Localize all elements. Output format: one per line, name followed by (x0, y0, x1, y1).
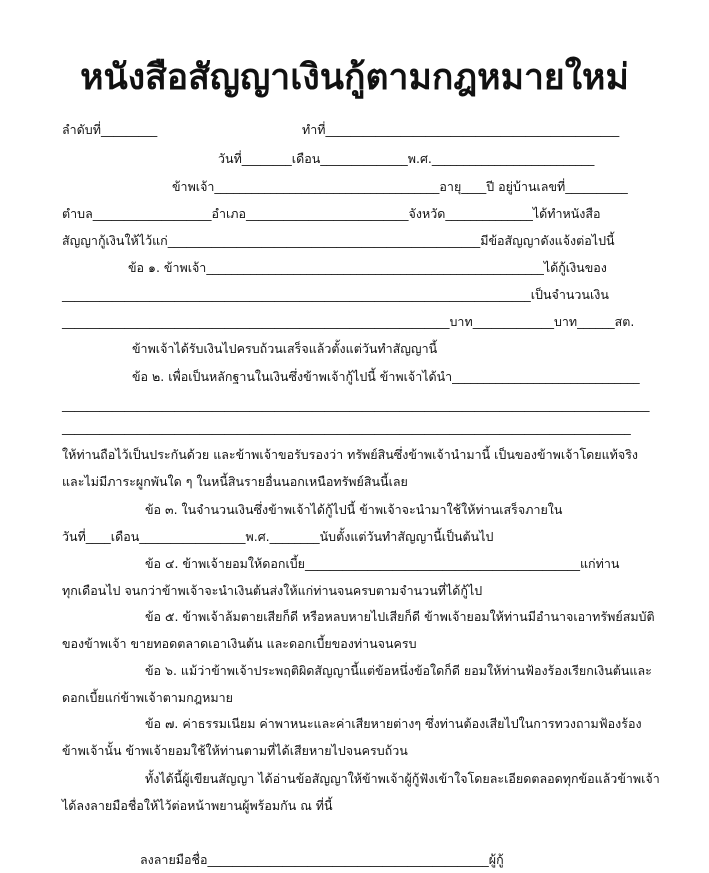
clause-2-line-3: และไม่มีภาระผูกพันใด ๆ ในหนี้สินรายอื่นนอกเหนือทรัพย์สินนี้เลย (62, 474, 408, 489)
clause-4-line-1: ข้อ ๔. ข้าพเจ้ายอมให้ดอกเบี้ย____________________________________________แก่ท่าน (145, 556, 620, 571)
contract-date-line: วันที่________เดือน______________พ.ศ.__________________________ (218, 151, 595, 166)
clause-2-line-1: ข้อ ๒. เพื่อเป็นหลักฐานในเงินซึ่งข้าพเจ้ากู้ไปนี้ ข้าพเจ้าได้นำ______________________________ (132, 369, 640, 384)
clause-7-line-1: ข้อ ๗. ค่าธรรมเนียม ค่าพาหนะและค่าเสียหายต่างๆ ซึ่งท่านต้องเสียไปในการทวงถามฟ้องร้อง (145, 716, 642, 731)
closing-line-1: ทั้งได้นี้ผู้เขียนสัญญา ได้อ่านข้อสัญญาให้ข้าพเจ้าผู้กู้ฟังเข้าใจโดยละเอียดตลอดทุกข้อแล้วข้าพเจ้า (145, 771, 660, 786)
document-title: หนังสือสัญญาเงินกู้ตามกฎหมายใหม่ (80, 57, 629, 98)
clause-6-line-1: ข้อ ๖. แม้ว่าข้าพเจ้าประพฤติผิดสัญญานี้แต่ข้อหนึ่งข้อใดก็ดี ยอมให้ท่านฟ้องร้องเรียกเงินต้นและ (145, 663, 652, 678)
collateral-blank-1: ______________________________________________________________________________________________ (62, 397, 650, 412)
clause-3-line-2: วันที่____เดือน_________________พ.ศ.________นับตั้งแต่วันทำสัญญานี้เป็นต้นไป (62, 529, 494, 544)
clause-1-line-3: ______________________________________________________________บาท_____________บาท______สต. (62, 314, 635, 329)
collateral-blank-2: ___________________________________________________________________________________________ (62, 420, 631, 435)
borrower-signature-line: ลงลายมือชื่อ_____________________________________________ผู้กู้ (140, 852, 504, 867)
contract-number-line: ลำดับที่_________ (62, 122, 158, 137)
received-statement: ข้าพเจ้าได้รับเงินไปครบถ้วนเสร็จแล้วตั้งแต่วันทำสัญญานี้ (132, 341, 438, 356)
clause-3-line-1: ข้อ ๓. ในจำนวนเงินซึ่งข้าพเจ้าได้กู้ไปนี้ ข้าพเจ้าจะนำมาใช้ให้ท่านเสร็จภายใน (145, 502, 563, 517)
clause-5-line-2: ของข้าพเจ้า ขายทอดตลาดเอาเงินต้น และดอกเบี้ยของท่านจนครบ (62, 636, 417, 651)
lender-line: สัญญากู้เงินให้ไว้แก่__________________________________________________มีข้อสัญญาดังแจ้งต่อไปนี้ (62, 233, 615, 248)
closing-line-2: ได้ลงลายมือชื่อให้ไว้ต่อหน้าพยานผู้พร้อมกัน ณ ที่นี้ (62, 798, 333, 813)
borrower-line: ข้าพเจ้า____________________________________อายุ____ปี อยู่บ้านเลขที่__________ (172, 179, 628, 194)
clause-4-line-2: ทุกเดือนไป จนกว่าข้าพเจ้าจะนำเงินต้นส่งให้แก่ท่านจนครบตามจำนวนที่ได้กู้ไป (62, 583, 483, 598)
address-line: ตำบล___________________อำเภอ__________________________จังหวัด______________ได้ทำหนังสือ (62, 206, 601, 221)
clause-2-line-2: ให้ท่านถือไว้เป็นประกันด้วย และข้าพเจ้าขอรับรองว่า ทรัพย์สินซึ่งข้าพเจ้านำมานี้ เป็นของข้าพเจ้าโดยแท้จริง (62, 447, 639, 462)
clause-1-line-2: ___________________________________________________________________________เป็นจำนวนเงิน (62, 287, 609, 302)
contract-place-line: ทำที่_______________________________________________ (302, 122, 620, 137)
clause-6-line-2: ดอกเบี้ยแก่ข้าพเจ้าตามกฎหมาย (62, 690, 233, 705)
clause-1-line-1: ข้อ ๑. ข้าพเจ้า______________________________________________________ได้กู้เงินของ (128, 260, 607, 275)
clause-5-line-1: ข้อ ๕. ข้าพเจ้าล้มตายเสียก็ดี หรือหลบหายไปเสียก็ดี ข้าพเจ้ายอมให้ท่านมีอำนาจเอาทรัพย์สมบัติ (145, 609, 655, 624)
clause-7-line-2: ข้าพเจ้านั้น ข้าพเจ้ายอมใช้ให้ท่านตามที่ได้เสียหายไปจนครบถ้วน (62, 743, 408, 758)
